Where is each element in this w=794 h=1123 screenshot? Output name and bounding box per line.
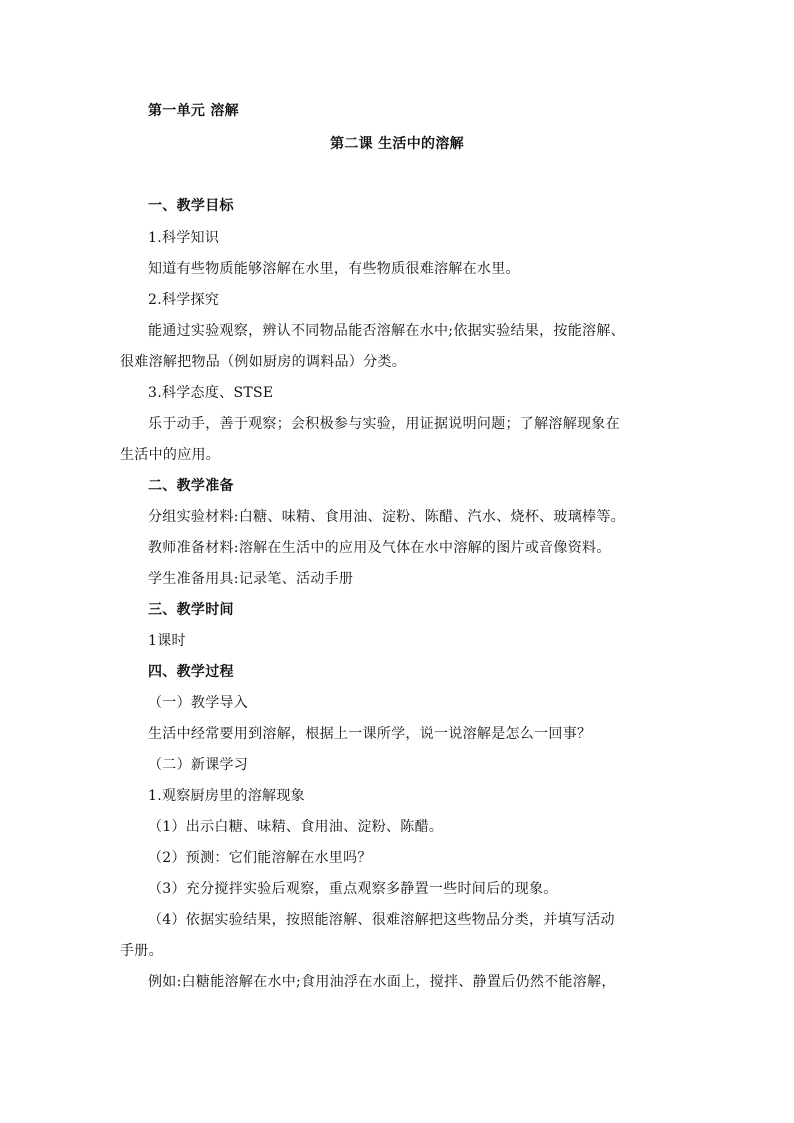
subheading-attitude: 3.科学态度、STSE [148, 385, 274, 401]
list-item-4-line2: 手册。 [120, 943, 163, 959]
list-item-2: （2）预测：它们能溶解在水里吗？ [148, 850, 372, 866]
paragraph-attitude-line2: 生活中的应用。 [120, 447, 221, 463]
subheading-inquiry: 2.科学探究 [148, 292, 220, 308]
paragraph-time: 1课时 [148, 633, 186, 649]
subheading-introduction: （一）教学导入 [148, 695, 249, 711]
step-observe-kitchen: 1.观察厨房里的溶解现象 [148, 788, 305, 804]
list-item-3: （3）充分搅拌实验后观察，重点观察多静置一些时间后的现象。 [148, 881, 558, 897]
subheading-new-lesson: （二）新课学习 [148, 757, 249, 773]
list-item-4-line1: （4）依据实验结果，按照能溶解、很难溶解把这些物品分类，并填写活动 [148, 912, 615, 928]
section-heading-preparation: 二、教学准备 [148, 478, 234, 494]
paragraph-attitude-line1: 乐于动手，善于观察；会积极参与实验，用证据说明问题；了解溶解现象在 [148, 416, 620, 432]
unit-title: 第一单元 溶解 [148, 103, 239, 119]
paragraph-inquiry-line1: 能通过实验观察，辨认不同物品能否溶解在水中;依据实验结果，按能溶解、 [148, 323, 625, 339]
paragraph-group-materials: 分组实验材料:白糖、味精、食用油、淀粉、陈醋、汽水、烧杯、玻璃棒等。 [148, 509, 625, 525]
paragraph-knowledge: 知道有些物质能够溶解在水里，有些物质很难溶解在水里。 [148, 261, 520, 277]
paragraph-teacher-materials: 教师准备材料:溶解在生活中的应用及气体在水中溶解的图片或音像资料。 [148, 540, 611, 556]
paragraph-example: 例如:白糖能溶解在水中;食用油浮在水面上，搅拌、静置后仍然不能溶解， [148, 974, 616, 990]
paragraph-student-materials: 学生准备用具:记录笔、活动手册 [148, 571, 354, 587]
section-heading-objectives: 一、教学目标 [148, 198, 234, 214]
paragraph-inquiry-line2: 很难溶解把物品（例如厨房的调料品）分类。 [120, 354, 406, 370]
subheading-knowledge: 1.科学知识 [148, 230, 220, 246]
list-item-1: （1）出示白糖、味精、食用油、淀粉、陈醋。 [148, 819, 444, 835]
lesson-title: 第二课 生活中的溶解 [330, 136, 464, 152]
section-heading-process: 四、教学过程 [148, 664, 234, 680]
section-heading-time: 三、教学时间 [148, 602, 234, 618]
paragraph-introduction: 生活中经常要用到溶解，根据上一课所学，说一说溶解是怎么一回事？ [148, 726, 592, 742]
